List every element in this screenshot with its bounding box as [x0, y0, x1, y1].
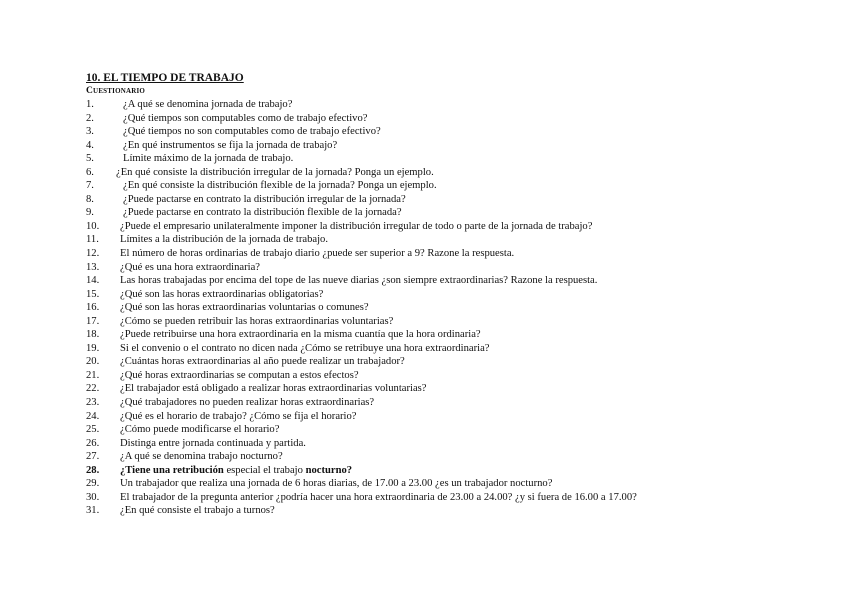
question-number: 18.: [86, 329, 100, 341]
question-text: Las horas trabajadas por encima del tope de las nueve diarias ¿son siempre extraordinarias? Razone la respuesta.: [120, 275, 598, 287]
question-item: [86, 423, 826, 437]
question-number: 23.: [86, 397, 100, 409]
question-number: 21.: [86, 369, 100, 381]
question-number: 20.: [86, 356, 100, 368]
question-number: 8.: [86, 193, 94, 205]
question-number: 9.: [86, 207, 94, 219]
question-item: [86, 437, 826, 451]
question-text: ¿En qué consiste el trabajo a turnos?: [120, 505, 275, 517]
question-item: [86, 166, 826, 180]
question-text: El número de horas ordinarias de trabajo diario ¿puede ser superior a 9? Razone la respuesta.: [120, 248, 515, 260]
question-text: ¿Qué es el horario de trabajo? ¿Cómo se fija el horario?: [120, 410, 357, 422]
question-text: ¿Puede pactarse en contrato la distribución irregular de la jornada?: [123, 193, 406, 205]
question-item: [86, 112, 826, 126]
question-text: ¿En qué consiste la distribución irregular de la jornada? Ponga un ejemplo.: [116, 166, 434, 178]
question-number: 14.: [86, 275, 100, 287]
question-text: ¿Puede pactarse en contrato la distribución flexible de la jornada?: [123, 207, 402, 219]
question-number: 27.: [86, 451, 100, 463]
question-text: Un trabajador que realiza una jornada de 6 horas diarias, de 17.00 a 23.00 ¿es un trabajador nocturno?: [120, 478, 553, 490]
question-text: ¿En qué instrumentos se fija la jornada de trabajo?: [123, 139, 338, 151]
question-number: 1.: [86, 99, 94, 110]
question-item: [86, 396, 826, 410]
question-number: 6.: [86, 166, 94, 178]
question-number: 4.: [86, 139, 94, 151]
question-text-bold: nocturno?: [305, 464, 353, 476]
question-number: 12.: [86, 248, 100, 260]
question-item: [86, 220, 826, 234]
question-item: [86, 491, 826, 505]
question-number: 5.: [86, 153, 94, 165]
question-item: [86, 382, 826, 396]
question-text: Si el convenio o el contrato no dicen nada ¿Cómo se retribuye una hora extraordinaria?: [120, 342, 490, 354]
question-number: 10.: [86, 220, 100, 232]
question-item: [86, 450, 826, 464]
question-text: ¿Cómo se pueden retribuir las horas extraordinarias voluntarias?: [120, 315, 394, 327]
question-item: [86, 410, 826, 424]
question-item: [86, 139, 826, 153]
question-text: Distinga entre jornada continuada y partida.: [120, 437, 306, 449]
question-number: 2.: [86, 112, 94, 124]
question-text: Límite máximo de la jornada de trabajo.: [123, 153, 294, 165]
question-text: ¿Qué tiempos no son computables como de trabajo efectivo?: [123, 126, 381, 138]
question-number: 31.: [86, 505, 100, 517]
question-number: 29.: [86, 478, 100, 490]
question-item: [86, 301, 826, 315]
question-text-regular: especial el trabajo: [223, 464, 306, 476]
question-item: [86, 193, 826, 207]
question-number: 16.: [86, 302, 100, 314]
question-item: [86, 477, 826, 491]
question-number: 28.: [86, 464, 100, 476]
question-text: ¿A qué se denomina jornada de trabajo?: [123, 99, 293, 110]
question-text: ¿En qué consiste la distribución flexible de la jornada? Ponga un ejemplo.: [123, 180, 437, 192]
question-text: ¿Qué horas extraordinarias se computan a estos efectos?: [120, 369, 359, 381]
questionnaire-page: [86, 71, 826, 518]
question-text: Límites a la distribución de la jornada de trabajo.: [120, 234, 328, 246]
question-text: El trabajador de la pregunta anterior ¿podría hacer una hora extraordinaria de 23.00 a 24.00? ¿y si fuera de 16.00 a 17.00?: [120, 491, 637, 503]
question-text: ¿Qué trabajadores no pueden realizar horas extraordinarias?: [120, 397, 375, 409]
question-number: 25.: [86, 424, 100, 436]
question-number: 7.: [86, 180, 94, 192]
question-item: [86, 464, 826, 478]
question-text: ¿Cómo puede modificarse el horario?: [120, 424, 280, 436]
question-item: [86, 274, 826, 288]
section-subtitle: Cuestionario: [86, 86, 146, 96]
question-item: [86, 125, 826, 139]
question-text: ¿Qué es una hora extraordinaria?: [120, 261, 260, 273]
question-text-bold: ¿Tiene una retribución: [120, 464, 224, 476]
question-item: [86, 98, 826, 112]
question-text: ¿Qué son las horas extraordinarias voluntarias o comunes?: [120, 302, 369, 314]
question-number: 19.: [86, 342, 100, 354]
question-number: 24.: [86, 410, 100, 422]
question-item: [86, 152, 826, 166]
question-text: [120, 464, 352, 478]
question-text: ¿Cuántas horas extraordinarias al año puede realizar un trabajador?: [120, 356, 405, 368]
question-number: 17.: [86, 315, 100, 327]
question-item: [86, 288, 826, 302]
question-item: [86, 206, 826, 220]
question-number: 13.: [86, 261, 100, 273]
question-text: ¿El trabajador está obligado a realizar horas extraordinarias voluntarias?: [120, 383, 427, 395]
question-number: 3.: [86, 126, 94, 138]
question-text: ¿Qué tiempos son computables como de trabajo efectivo?: [123, 112, 368, 124]
question-number: 22.: [86, 383, 100, 395]
question-text: ¿A qué se denomina trabajo nocturno?: [120, 451, 283, 463]
question-text: ¿Puede retribuirse una hora extraordinaria en la misma cuantía que la hora ordinaria?: [120, 329, 481, 341]
question-item: [86, 328, 826, 342]
question-item: [86, 355, 826, 369]
question-item: [86, 233, 826, 247]
question-number: 11.: [86, 234, 99, 246]
question-number: 15.: [86, 288, 100, 300]
question-number: 30.: [86, 491, 100, 503]
question-list: [86, 98, 826, 518]
question-item: [86, 261, 826, 275]
question-text: ¿Puede el empresario unilateralmente imponer la distribución irregular de todo o parte de la jornada de trabajo?: [120, 220, 593, 232]
question-text: ¿Qué son las horas extraordinarias obligatorias?: [120, 288, 324, 300]
question-number: 26.: [86, 437, 100, 449]
question-item: [86, 342, 826, 356]
question-item: [86, 315, 826, 329]
question-item: [86, 369, 826, 383]
question-item: [86, 504, 826, 518]
question-item: [86, 247, 826, 261]
section-title: 10. EL TIEMPO DE TRABAJO: [86, 72, 244, 84]
question-item: [86, 179, 826, 193]
